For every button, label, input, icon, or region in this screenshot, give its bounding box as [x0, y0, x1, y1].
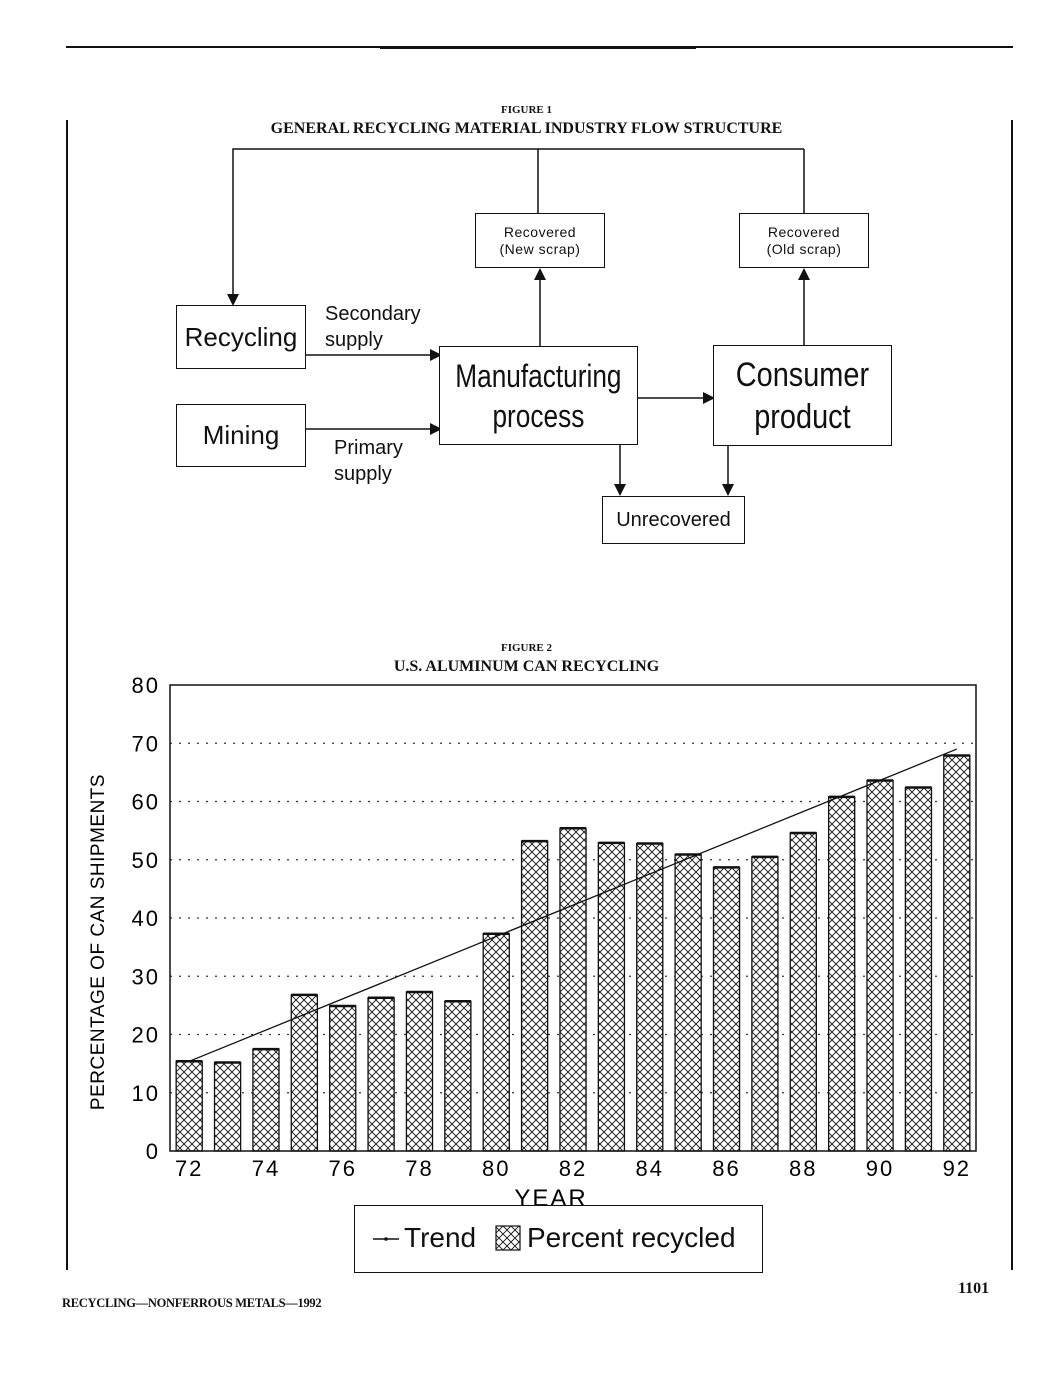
bar-percent-recycled: [713, 867, 739, 1151]
y-tick-label: 30: [131, 964, 160, 990]
recovered-new-line1: Recovered: [503, 223, 577, 240]
legend-percent-label: Percent recycled: [527, 1222, 736, 1253]
y-tick-label: 80: [131, 673, 160, 698]
y-tick-label: 70: [131, 731, 160, 757]
chart-legend: [354, 1205, 763, 1273]
y-tick-label: 20: [131, 1022, 160, 1048]
x-tick-label: 76: [328, 1156, 357, 1181]
bar-percent-recycled: [445, 1001, 471, 1151]
bar-percent-recycled: [215, 1062, 241, 1151]
figure1-title: GENERAL RECYCLING MATERIAL INDUSTRY FLOW STRUCTURE: [270, 120, 783, 137]
mining-label: Mining: [202, 420, 280, 450]
bar-percent-recycled: [176, 1061, 202, 1151]
bar-percent-recycled: [330, 1006, 356, 1151]
page-number: 1101: [958, 1280, 990, 1297]
y-tick-label: 0: [145, 1139, 160, 1164]
x-tick-label: 88: [789, 1156, 818, 1181]
recovered-new-line2: (New scrap): [499, 240, 581, 257]
x-tick-label: 84: [635, 1156, 665, 1181]
x-tick-label: 72: [174, 1156, 204, 1181]
recovered-old-line1: Recovered: [767, 223, 841, 240]
secondary-line1: Secondary: [325, 303, 421, 325]
x-axis-label: YEAR: [514, 1185, 588, 1212]
figure2-label: FIGURE 2: [500, 642, 553, 654]
bar-percent-recycled: [905, 788, 931, 1151]
figure1-label: FIGURE 1: [500, 104, 553, 116]
x-tick-label: 90: [865, 1156, 895, 1181]
primary-line1: Primary: [334, 437, 403, 459]
bar-percent-recycled: [752, 857, 778, 1151]
footer-publication: RECYCLING—NONFERROUS METALS—1992: [62, 1296, 322, 1310]
bar-percent-recycled: [483, 934, 509, 1151]
manufacturing-label: Manufacturing process: [455, 357, 622, 434]
y-tick-label: 60: [131, 789, 160, 815]
bar-percent-recycled: [522, 841, 548, 1151]
secondary-line2: supply: [325, 329, 383, 351]
bar-percent-recycled: [560, 828, 586, 1151]
recycling-label: Recycling: [184, 321, 298, 352]
consumer-label: Consumer product: [735, 355, 870, 436]
legend-trend-label: Trend: [404, 1222, 477, 1253]
bar-percent-recycled: [790, 833, 816, 1151]
bar-percent-recycled: [406, 992, 432, 1151]
figure2-title: U.S. ALUMINUM CAN RECYCLING: [393, 658, 660, 675]
x-tick-label: 78: [405, 1156, 434, 1181]
x-tick-label: 92: [942, 1156, 972, 1181]
trend-legend-marker: [384, 1237, 388, 1241]
bar-percent-recycled: [675, 855, 701, 1151]
y-axis-label: PERCENTAGE OF CAN SHIPMENTS: [88, 773, 109, 1111]
y-tick-label: 40: [131, 906, 160, 931]
unrecovered-label: Unrecovered: [616, 508, 731, 531]
bar-percent-recycled: [368, 998, 394, 1151]
bar-percent-recycled: [944, 755, 970, 1151]
x-tick-label: 80: [481, 1156, 511, 1181]
bar-percent-recycled: [637, 843, 663, 1151]
y-tick-label: 10: [131, 1080, 160, 1106]
x-tick-label: 74: [251, 1156, 281, 1181]
recovered-old-line2: (Old scrap): [766, 240, 842, 257]
primary-line2: supply: [334, 463, 392, 485]
bar-percent-recycled: [829, 797, 855, 1151]
bar-percent-recycled: [867, 781, 893, 1151]
percent-recycled-legend-icon: [496, 1226, 520, 1250]
x-tick-label: 86: [712, 1156, 741, 1181]
y-tick-label: 50: [131, 847, 160, 873]
bar-percent-recycled: [253, 1049, 279, 1151]
x-tick-label: 82: [558, 1156, 588, 1181]
